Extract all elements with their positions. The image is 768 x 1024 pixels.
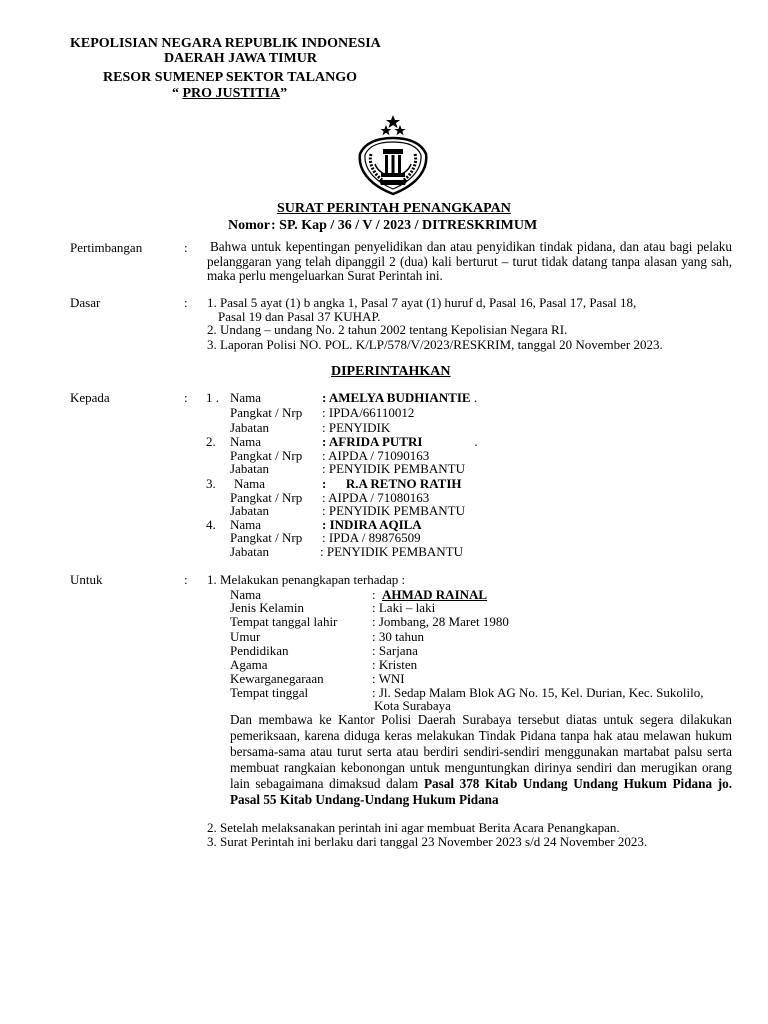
arrest-reason-paragraph bbox=[230, 712, 732, 808]
person-number: 2. bbox=[206, 434, 216, 449]
person-rank: : IPDA/66110012 bbox=[322, 405, 415, 420]
legal-basis-text: Pasal 378 Kitab Undang Undang Hukum Pidana jo. Pasal 55 Kitab Undang-Undang Hukum Pidana bbox=[230, 776, 732, 807]
person-rank: : IPDA / 89876509 bbox=[322, 530, 421, 545]
person-name-suffix: . bbox=[474, 434, 478, 449]
nomor-label: Nomor bbox=[228, 218, 270, 233]
target-nationality-label: Kewarganegaraan bbox=[230, 671, 324, 686]
dasar-label: Dasar bbox=[70, 295, 101, 310]
person-position: : PENYIDIK PEMBANTU bbox=[322, 503, 465, 518]
target-education: : Sarjana bbox=[372, 643, 418, 658]
person-number: 3. bbox=[206, 476, 216, 491]
dasar-item-1-cont: Pasal 19 dan Pasal 37 KUHAP. bbox=[218, 309, 381, 324]
pangkat-label: Pangkat / Nrp bbox=[230, 530, 303, 545]
pangkat-label: Pangkat / Nrp bbox=[230, 405, 303, 420]
target-age-label: Umur bbox=[230, 629, 261, 644]
pro-justitia bbox=[172, 86, 287, 102]
pertimbangan-text: Bahwa untuk kepentingan penyelidikan dan atau penyidikan tindak pidana, dan atau bagi pelaku pelanggaran yang telah dipanggil 2 (dua) kali berturut – turut tidak datang tanpa alasan yang sah, maka perlu mengeluarkan Surat Perintah ini. bbox=[207, 239, 732, 283]
dasar-item-3: 3. Laporan Polisi NO. POL. K/LP/578/V/2023/RESKRIM, tanggal 20 November 2023. bbox=[207, 337, 663, 352]
person-name bbox=[322, 434, 478, 449]
target-religion-label: Agama bbox=[230, 657, 268, 672]
pro-justitia-text: PRO JUSTITIA bbox=[182, 86, 281, 101]
agency-sector: RESOR SUMENEP SEKTOR TALANGO bbox=[103, 70, 358, 85]
colon: : bbox=[184, 295, 188, 310]
person-number: 1 . bbox=[206, 390, 219, 405]
target-address-city: Kota Surabaya bbox=[374, 698, 451, 713]
arrest-reason-text: Dan membawa ke Kantor Polisi Daerah Surabaya tersebut diatas untuk segera dilakukan pemeriksaan, karena diduga keras melakukan Tindak Pidana tanpa hak atau melawan hukum bersama-sama atau turut serta atau berdiri sendiri-sendiri menggunakan martabat palsu serta membuat rangkaian kebonongan untuk menguntungkan dirinya sendiri dan merugikan orang lain sebagaimana dimaksud dalam bbox=[230, 712, 732, 791]
person-name-value: : AMELYA BUDHIANTIE bbox=[322, 390, 471, 405]
person-position: : PENYIDIK PEMBANTU bbox=[320, 544, 463, 559]
target-birth-label: Tempat tanggal lahir bbox=[230, 614, 338, 629]
colon: : bbox=[184, 390, 188, 405]
pro-justitia-close-quote: ” bbox=[280, 86, 288, 101]
target-gender-label: Jenis Kelamin bbox=[230, 600, 305, 615]
target-religion: : Kristen bbox=[372, 657, 418, 672]
target-nama-label: Nama bbox=[230, 587, 262, 602]
target-nama-colon: : bbox=[372, 587, 376, 602]
dasar-item-2: 2. Undang – undang No. 2 tahun 2002 tentang Kepolisian Negara RI. bbox=[207, 322, 568, 337]
document-number: : SP. Kap / 36 / V / 2023 / DITRESKRIMUM bbox=[271, 218, 538, 233]
person-position: : PENYIDIK PEMBANTU bbox=[322, 461, 465, 476]
target-name: AHMAD RAINAL bbox=[382, 587, 488, 602]
target-age: : 30 tahun bbox=[372, 629, 424, 644]
nama-label: Nama bbox=[230, 390, 262, 405]
colon: : bbox=[184, 240, 188, 255]
colon: : bbox=[184, 572, 188, 587]
person-rank: : AIPDA / 71090163 bbox=[322, 448, 430, 463]
agency-name: KEPOLISIAN NEGARA REPUBLIK INDONESIA bbox=[70, 36, 381, 51]
dasar-item-1: 1. Pasal 5 ayat (1) b angka 1, Pasal 7 ayat (1) huruf d, Pasal 16, Pasal 17, Pasal 18, bbox=[207, 295, 637, 310]
target-nationality: : WNI bbox=[372, 671, 405, 686]
kepada-label: Kepada bbox=[70, 390, 110, 405]
agency-region: DAERAH JAWA TIMUR bbox=[164, 51, 317, 66]
person-name: : R.A RETNO RATIH bbox=[322, 476, 462, 491]
person-name-value: : AFRIDA PUTRI bbox=[322, 434, 423, 449]
nama-label: Nama bbox=[234, 476, 266, 491]
untuk-item-1: 1. Melakukan penangkapan terhadap : bbox=[207, 572, 406, 587]
police-emblem-icon bbox=[355, 114, 431, 196]
jabatan-label: Jabatan bbox=[230, 420, 269, 435]
target-education-label: Pendidikan bbox=[230, 643, 289, 658]
pangkat-label: Pangkat / Nrp bbox=[230, 490, 303, 505]
diperintahkan-heading: DIPERINTAHKAN bbox=[331, 364, 451, 379]
jabatan-label: Jabatan bbox=[230, 503, 269, 518]
pangkat-label: Pangkat / Nrp bbox=[230, 448, 303, 463]
target-birth: : Jombang, 28 Maret 1980 bbox=[372, 614, 509, 629]
nama-label: Nama bbox=[230, 517, 262, 532]
person-name: : INDIRA AQILA bbox=[322, 517, 422, 532]
untuk-label: Untuk bbox=[70, 572, 103, 587]
person-position: : PENYIDIK bbox=[322, 420, 391, 435]
target-address: : Jl. Sedap Malam Blok AG No. 15, Kel. Durian, Kec. Sukolilo, bbox=[372, 685, 704, 700]
pertimbangan-label: Pertimbangan bbox=[70, 240, 143, 255]
jabatan-label: Jabatan bbox=[230, 544, 269, 559]
untuk-item-3: 3. Surat Perintah ini berlaku dari tanggal 23 November 2023 s/d 24 November 2023. bbox=[207, 834, 648, 849]
nama-label: Nama bbox=[230, 434, 262, 449]
jabatan-label: Jabatan bbox=[230, 461, 269, 476]
target-gender: : Laki – laki bbox=[372, 600, 436, 615]
person-rank: : AIPDA / 71080163 bbox=[322, 490, 430, 505]
person-name bbox=[322, 390, 477, 405]
untuk-item-2: 2. Setelah melaksanakan perintah ini agar membuat Berita Acara Penangkapan. bbox=[207, 820, 620, 835]
person-number: 4. bbox=[206, 517, 216, 532]
document-title: SURAT PERINTAH PENANGKAPAN bbox=[277, 201, 511, 216]
person-name-suffix: . bbox=[473, 390, 478, 405]
target-address-label: Tempat tinggal bbox=[230, 685, 309, 700]
pro-justitia-open-quote: “ bbox=[172, 86, 183, 101]
